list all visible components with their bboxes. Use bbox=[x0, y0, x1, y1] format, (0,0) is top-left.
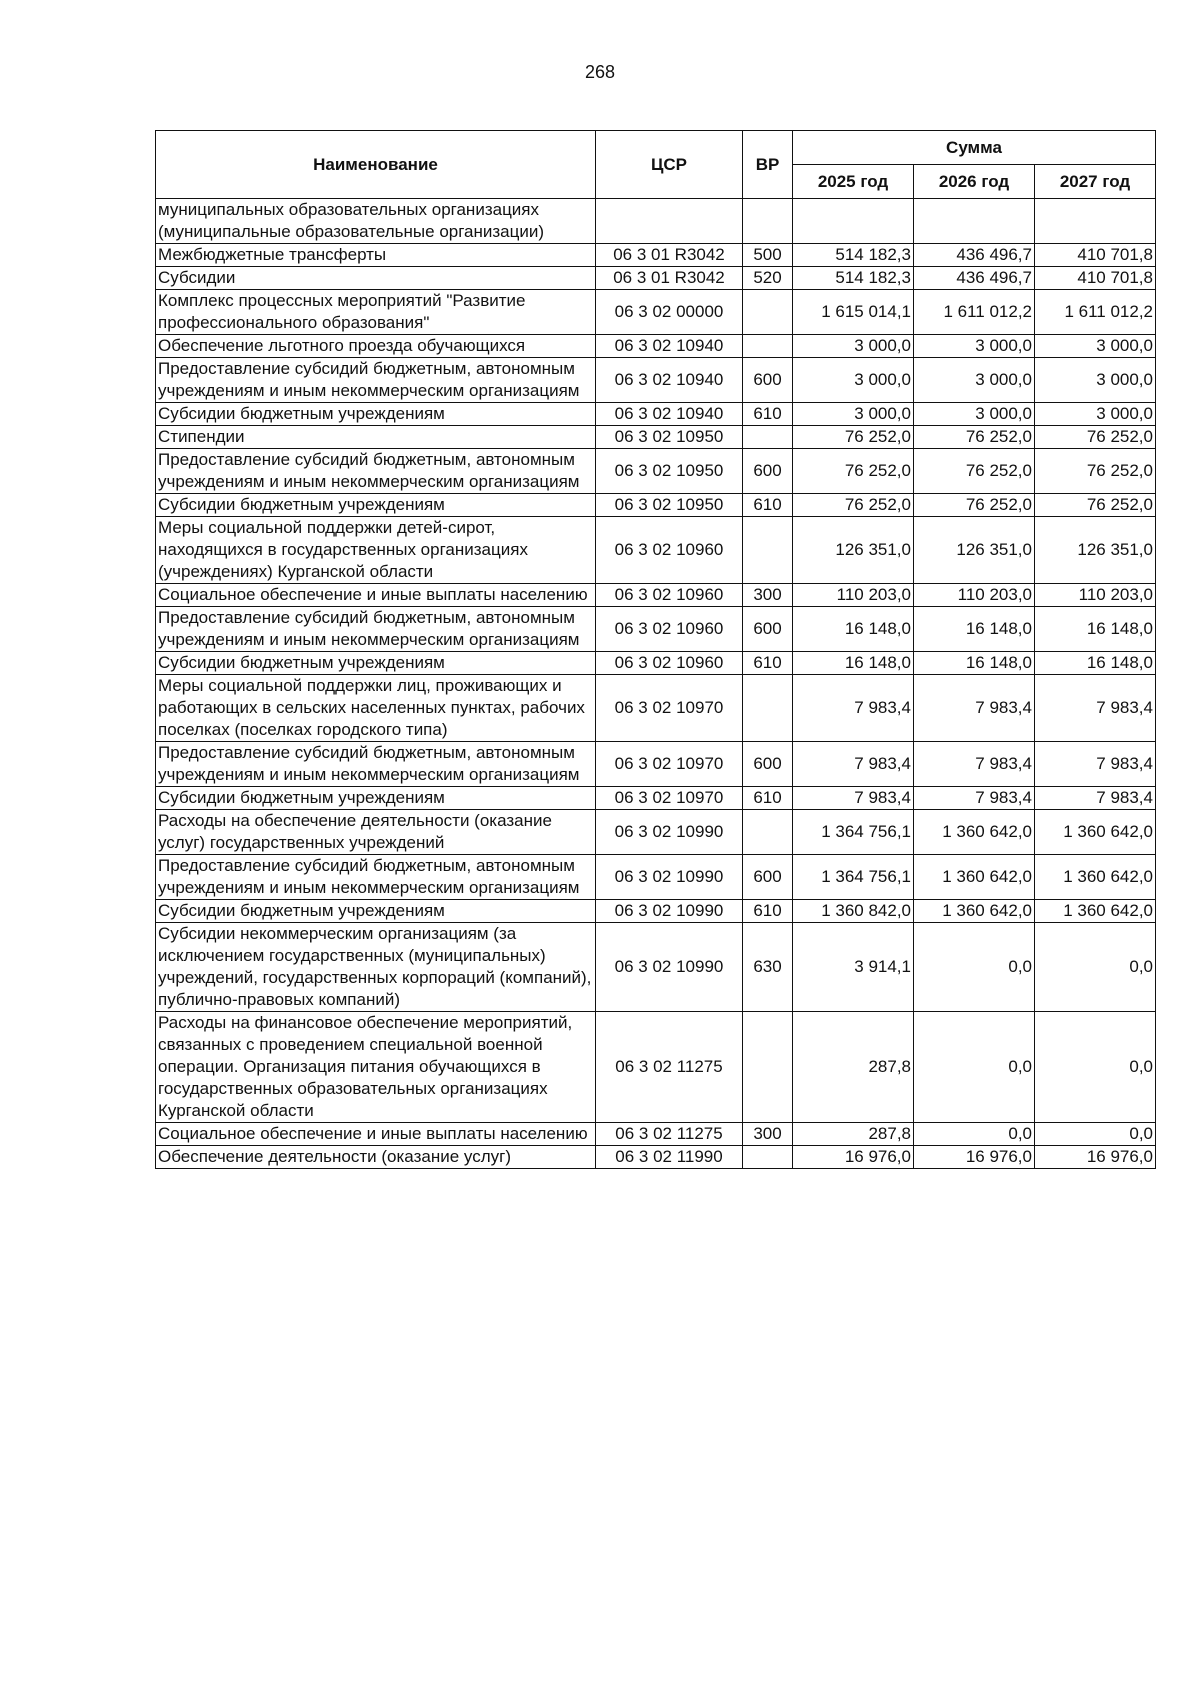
cell-2027: 7 983,4 bbox=[1035, 787, 1156, 810]
cell-name: Социальное обеспечение и иные выплаты населению bbox=[156, 584, 596, 607]
cell-2027: 126 351,0 bbox=[1035, 517, 1156, 584]
table-row bbox=[156, 1012, 1156, 1123]
cell-name: Комплекс процессных мероприятий "Развитие профессионального образования" bbox=[156, 290, 596, 335]
header-year-2027: 2027 год bbox=[1035, 165, 1156, 199]
cell-name: Расходы на финансовое обеспечение мероприятий, связанных с проведением специальной военной операции. Организация питания обучающихся в государственных образовательных организациях Курганской области bbox=[156, 1012, 596, 1123]
cell-2025: 7 983,4 bbox=[793, 742, 914, 787]
cell-csr: 06 3 02 10970 bbox=[596, 787, 743, 810]
cell-2025: 76 252,0 bbox=[793, 494, 914, 517]
cell-vr bbox=[743, 199, 793, 244]
cell-2027: 76 252,0 bbox=[1035, 426, 1156, 449]
cell-vr bbox=[743, 335, 793, 358]
table-row bbox=[156, 652, 1156, 675]
table-row bbox=[156, 1123, 1156, 1146]
table-row bbox=[156, 787, 1156, 810]
cell-2027: 7 983,4 bbox=[1035, 675, 1156, 742]
cell-2025: 16 148,0 bbox=[793, 607, 914, 652]
cell-name: Расходы на обеспечение деятельности (оказание услуг) государственных учреждений bbox=[156, 810, 596, 855]
table-row bbox=[156, 584, 1156, 607]
cell-2025: 1 360 842,0 bbox=[793, 900, 914, 923]
table-header bbox=[156, 131, 1156, 199]
table-row bbox=[156, 517, 1156, 584]
cell-name: Предоставление субсидий бюджетным, автономным учреждениям и иным некоммерческим организациям bbox=[156, 607, 596, 652]
cell-2027: 0,0 bbox=[1035, 1012, 1156, 1123]
cell-name: Субсидии бюджетным учреждениям bbox=[156, 900, 596, 923]
cell-2027: 410 701,8 bbox=[1035, 244, 1156, 267]
cell-2026: 7 983,4 bbox=[914, 675, 1035, 742]
cell-name: Социальное обеспечение и иные выплаты населению bbox=[156, 1123, 596, 1146]
cell-2025: 514 182,3 bbox=[793, 267, 914, 290]
cell-2027: 76 252,0 bbox=[1035, 449, 1156, 494]
cell-2026: 7 983,4 bbox=[914, 787, 1035, 810]
cell-vr: 600 bbox=[743, 449, 793, 494]
cell-2025: 514 182,3 bbox=[793, 244, 914, 267]
cell-2027: 0,0 bbox=[1035, 1123, 1156, 1146]
cell-name: Субсидии некоммерческим организациям (за исключением государственных (муниципальных) учреждений, государственных корпораций (компаний), публично-правовых компаний) bbox=[156, 923, 596, 1012]
table-row bbox=[156, 335, 1156, 358]
cell-2026 bbox=[914, 199, 1035, 244]
cell-vr bbox=[743, 290, 793, 335]
table-row bbox=[156, 449, 1156, 494]
cell-name: Обеспечение деятельности (оказание услуг) bbox=[156, 1146, 596, 1169]
cell-csr: 06 3 02 00000 bbox=[596, 290, 743, 335]
cell-2027: 76 252,0 bbox=[1035, 494, 1156, 517]
table-row bbox=[156, 403, 1156, 426]
cell-2027: 410 701,8 bbox=[1035, 267, 1156, 290]
cell-csr: 06 3 02 10940 bbox=[596, 403, 743, 426]
cell-2027: 3 000,0 bbox=[1035, 403, 1156, 426]
cell-vr: 610 bbox=[743, 494, 793, 517]
cell-2025: 3 000,0 bbox=[793, 335, 914, 358]
cell-2025: 1 364 756,1 bbox=[793, 855, 914, 900]
cell-name: Субсидии бюджетным учреждениям bbox=[156, 652, 596, 675]
cell-2027: 1 360 642,0 bbox=[1035, 810, 1156, 855]
cell-2025: 110 203,0 bbox=[793, 584, 914, 607]
cell-csr: 06 3 02 10990 bbox=[596, 923, 743, 1012]
header-vr: ВР bbox=[743, 131, 793, 199]
cell-csr: 06 3 02 10960 bbox=[596, 517, 743, 584]
table-row bbox=[156, 810, 1156, 855]
cell-name: Предоставление субсидий бюджетным, автономным учреждениям и иным некоммерческим организациям bbox=[156, 742, 596, 787]
cell-2026: 3 000,0 bbox=[914, 403, 1035, 426]
cell-csr: 06 3 02 10950 bbox=[596, 494, 743, 517]
cell-vr bbox=[743, 1012, 793, 1123]
cell-2027: 1 611 012,2 bbox=[1035, 290, 1156, 335]
cell-name: Предоставление субсидий бюджетным, автономным учреждениям и иным некоммерческим организациям bbox=[156, 449, 596, 494]
cell-csr: 06 3 02 10960 bbox=[596, 584, 743, 607]
cell-vr: 600 bbox=[743, 607, 793, 652]
cell-2025: 1 364 756,1 bbox=[793, 810, 914, 855]
cell-2026: 76 252,0 bbox=[914, 426, 1035, 449]
cell-vr: 500 bbox=[743, 244, 793, 267]
cell-2025: 1 615 014,1 bbox=[793, 290, 914, 335]
cell-csr: 06 3 02 10950 bbox=[596, 449, 743, 494]
header-year-2025: 2025 год bbox=[793, 165, 914, 199]
header-name: Наименование bbox=[156, 131, 596, 199]
cell-2026: 436 496,7 bbox=[914, 267, 1035, 290]
cell-2026: 7 983,4 bbox=[914, 742, 1035, 787]
cell-2027: 1 360 642,0 bbox=[1035, 900, 1156, 923]
table-body bbox=[156, 199, 1156, 1169]
cell-2026: 3 000,0 bbox=[914, 358, 1035, 403]
cell-csr: 06 3 01 R3042 bbox=[596, 267, 743, 290]
cell-2025: 76 252,0 bbox=[793, 426, 914, 449]
cell-csr: 06 3 02 10960 bbox=[596, 607, 743, 652]
cell-2026: 1 611 012,2 bbox=[914, 290, 1035, 335]
cell-vr: 600 bbox=[743, 855, 793, 900]
cell-vr: 630 bbox=[743, 923, 793, 1012]
cell-csr: 06 3 02 10990 bbox=[596, 810, 743, 855]
cell-2026: 76 252,0 bbox=[914, 449, 1035, 494]
cell-vr: 610 bbox=[743, 787, 793, 810]
cell-csr: 06 3 02 10990 bbox=[596, 900, 743, 923]
cell-csr: 06 3 02 10990 bbox=[596, 855, 743, 900]
cell-name: Субсидии бюджетным учреждениям bbox=[156, 494, 596, 517]
cell-2025: 126 351,0 bbox=[793, 517, 914, 584]
cell-2027: 3 000,0 bbox=[1035, 335, 1156, 358]
cell-2026: 0,0 bbox=[914, 923, 1035, 1012]
cell-2027: 16 148,0 bbox=[1035, 652, 1156, 675]
table-row bbox=[156, 494, 1156, 517]
cell-vr: 300 bbox=[743, 1123, 793, 1146]
table-row bbox=[156, 290, 1156, 335]
cell-2027: 3 000,0 bbox=[1035, 358, 1156, 403]
cell-csr: 06 3 02 11275 bbox=[596, 1012, 743, 1123]
cell-name: Предоставление субсидий бюджетным, автономным учреждениям и иным некоммерческим организациям bbox=[156, 855, 596, 900]
cell-name: муниципальных образовательных организациях (муниципальные образовательные организации) bbox=[156, 199, 596, 244]
cell-vr: 610 bbox=[743, 652, 793, 675]
cell-csr: 06 3 02 10960 bbox=[596, 652, 743, 675]
cell-vr: 610 bbox=[743, 403, 793, 426]
cell-csr bbox=[596, 199, 743, 244]
cell-name: Межбюджетные трансферты bbox=[156, 244, 596, 267]
cell-name: Меры социальной поддержки детей-сирот, находящихся в государственных организациях (учреждениях) Курганской области bbox=[156, 517, 596, 584]
cell-csr: 06 3 02 10970 bbox=[596, 675, 743, 742]
cell-2025: 16 148,0 bbox=[793, 652, 914, 675]
cell-2027: 0,0 bbox=[1035, 923, 1156, 1012]
cell-2025 bbox=[793, 199, 914, 244]
cell-2025: 76 252,0 bbox=[793, 449, 914, 494]
cell-2027: 110 203,0 bbox=[1035, 584, 1156, 607]
cell-2026: 126 351,0 bbox=[914, 517, 1035, 584]
cell-csr: 06 3 02 10940 bbox=[596, 358, 743, 403]
table-row bbox=[156, 358, 1156, 403]
table-row bbox=[156, 426, 1156, 449]
cell-2026: 16 976,0 bbox=[914, 1146, 1035, 1169]
cell-csr: 06 3 02 10970 bbox=[596, 742, 743, 787]
table-row bbox=[156, 675, 1156, 742]
cell-vr: 610 bbox=[743, 900, 793, 923]
cell-2027: 16 148,0 bbox=[1035, 607, 1156, 652]
cell-2026: 436 496,7 bbox=[914, 244, 1035, 267]
cell-2027 bbox=[1035, 199, 1156, 244]
cell-vr bbox=[743, 675, 793, 742]
cell-name: Стипендии bbox=[156, 426, 596, 449]
page-number: 268 bbox=[584, 62, 616, 82]
cell-2026: 1 360 642,0 bbox=[914, 810, 1035, 855]
header-year-2026: 2026 год bbox=[914, 165, 1035, 199]
cell-vr bbox=[743, 426, 793, 449]
cell-csr: 06 3 02 11990 bbox=[596, 1146, 743, 1169]
cell-2027: 7 983,4 bbox=[1035, 742, 1156, 787]
cell-2025: 287,8 bbox=[793, 1012, 914, 1123]
cell-name: Субсидии бюджетным учреждениям bbox=[156, 787, 596, 810]
cell-2027: 16 976,0 bbox=[1035, 1146, 1156, 1169]
cell-vr bbox=[743, 517, 793, 584]
cell-name: Предоставление субсидий бюджетным, автономным учреждениям и иным некоммерческим организациям bbox=[156, 358, 596, 403]
cell-name: Обеспечение льготного проезда обучающихся bbox=[156, 335, 596, 358]
header-csr: ЦСР bbox=[596, 131, 743, 199]
table-row bbox=[156, 855, 1156, 900]
table-row bbox=[156, 244, 1156, 267]
cell-vr bbox=[743, 1146, 793, 1169]
table-row bbox=[156, 1146, 1156, 1169]
cell-2025: 3 000,0 bbox=[793, 403, 914, 426]
cell-2026: 1 360 642,0 bbox=[914, 900, 1035, 923]
cell-vr: 600 bbox=[743, 742, 793, 787]
cell-csr: 06 3 02 10940 bbox=[596, 335, 743, 358]
cell-2025: 287,8 bbox=[793, 1123, 914, 1146]
cell-csr: 06 3 01 R3042 bbox=[596, 244, 743, 267]
cell-vr bbox=[743, 810, 793, 855]
cell-2025: 16 976,0 bbox=[793, 1146, 914, 1169]
table-row bbox=[156, 742, 1156, 787]
table-row bbox=[156, 607, 1156, 652]
table-row bbox=[156, 923, 1156, 1012]
cell-vr: 300 bbox=[743, 584, 793, 607]
cell-name: Меры социальной поддержки лиц, проживающих и работающих в сельских населенных пунктах, рабочих поселках (поселках городского типа) bbox=[156, 675, 596, 742]
cell-2025: 7 983,4 bbox=[793, 787, 914, 810]
cell-2026: 110 203,0 bbox=[914, 584, 1035, 607]
cell-vr: 600 bbox=[743, 358, 793, 403]
budget-table bbox=[155, 130, 1156, 1169]
cell-2026: 3 000,0 bbox=[914, 335, 1035, 358]
cell-2027: 1 360 642,0 bbox=[1035, 855, 1156, 900]
header-sum: Сумма bbox=[793, 131, 1156, 165]
cell-2025: 7 983,4 bbox=[793, 675, 914, 742]
table-row bbox=[156, 900, 1156, 923]
cell-csr: 06 3 02 11275 bbox=[596, 1123, 743, 1146]
cell-2026: 0,0 bbox=[914, 1012, 1035, 1123]
cell-name: Субсидии bbox=[156, 267, 596, 290]
cell-2026: 1 360 642,0 bbox=[914, 855, 1035, 900]
cell-2026: 16 148,0 bbox=[914, 652, 1035, 675]
cell-vr: 520 bbox=[743, 267, 793, 290]
cell-2025: 3 914,1 bbox=[793, 923, 914, 1012]
cell-name: Субсидии бюджетным учреждениям bbox=[156, 403, 596, 426]
table-row bbox=[156, 199, 1156, 244]
cell-csr: 06 3 02 10950 bbox=[596, 426, 743, 449]
cell-2026: 76 252,0 bbox=[914, 494, 1035, 517]
cell-2026: 16 148,0 bbox=[914, 607, 1035, 652]
table-row bbox=[156, 267, 1156, 290]
cell-2025: 3 000,0 bbox=[793, 358, 914, 403]
cell-2026: 0,0 bbox=[914, 1123, 1035, 1146]
